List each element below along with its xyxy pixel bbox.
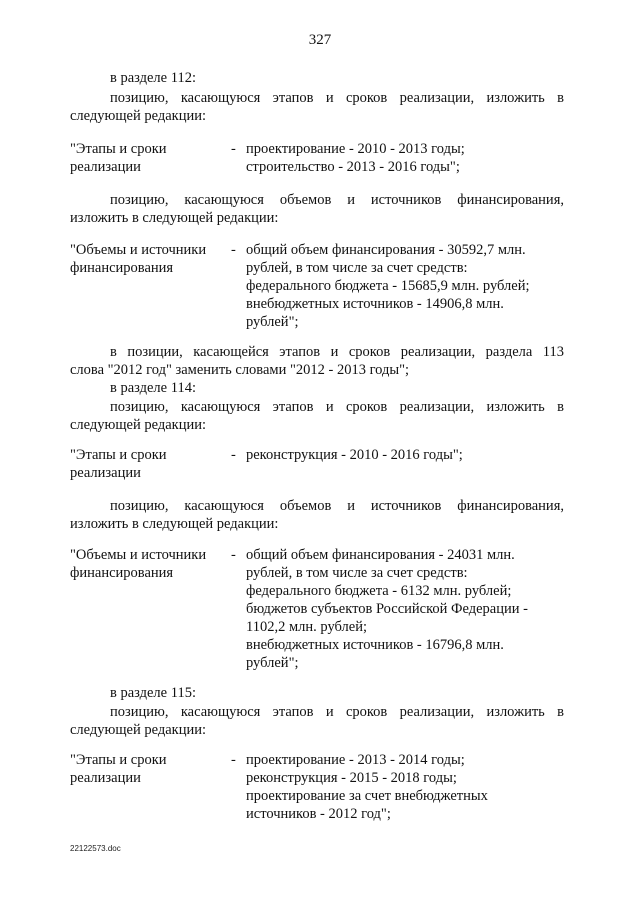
table-dash: - [231,242,236,258]
paragraph-line: позицию, касающуюся объемов и источников финансирования, [110,192,564,208]
table-value: федерального бюджета - 15685,9 млн. рублей; [246,278,530,294]
table-value: проектирование - 2010 - 2013 годы; [246,141,465,157]
table-dash: - [231,547,236,563]
paragraph-line: изложить в следующей редакции: [70,210,279,226]
table-label: "Этапы и сроки [70,752,167,768]
table-value: бюджетов субъектов Российской Федерации - [246,601,528,617]
paragraph-line: изложить в следующей редакции: [70,516,279,532]
table-value: проектирование за счет внебюджетных [246,788,488,804]
table-value: рублей"; [246,314,299,330]
paragraph-line: позицию, касающуюся этапов и сроков реализации, изложить в [110,399,564,415]
table-value: проектирование - 2013 - 2014 годы; [246,752,465,768]
table-dash: - [231,752,236,768]
table-label: "Объемы и источники [70,242,207,258]
page-number: 327 [308,32,332,48]
section-heading-112: в разделе 112: [110,70,196,86]
paragraph-line: позицию, касающуюся этапов и сроков реализации, изложить в [110,704,564,720]
table-label: "Объемы и источники [70,547,207,563]
paragraph-line: в позиции, касающейся этапов и сроков реализации, раздела 113 [110,344,564,360]
section-heading-114: в разделе 114: [110,380,196,396]
paragraph-line: следующей редакции: [70,722,207,738]
paragraph-line: следующей редакции: [70,417,207,433]
paragraph-line: слова "2012 год" заменить словами "2012 - 2013 годы"; [70,362,410,378]
table-value: реконструкция - 2015 - 2018 годы; [246,770,457,786]
table-label: реализации [70,159,141,175]
table-value: строительство - 2013 - 2016 годы"; [246,159,460,175]
table-dash: - [231,141,236,157]
table-value: реконструкция - 2010 - 2016 годы"; [246,447,463,463]
table-label: "Этапы и сроки [70,447,167,463]
paragraph-line: позицию, касающуюся объемов и источников финансирования, [110,498,564,514]
table-label: финансирования [70,260,174,276]
table-label: финансирования [70,565,174,581]
table-dash: - [231,447,236,463]
paragraph-line: позицию, касающуюся этапов и сроков реализации, изложить в [110,90,564,106]
table-value: источников - 2012 год"; [246,806,391,822]
table-value: рублей, в том числе за счет средств: [246,260,468,276]
table-value: рублей"; [246,655,299,671]
paragraph-line: следующей редакции: [70,108,207,124]
table-value: рублей, в том числе за счет средств: [246,565,468,581]
document-footer: 22122573.doc [70,844,121,853]
table-label: "Этапы и сроки [70,141,167,157]
table-value: внебюджетных источников - 14906,8 млн. [246,296,504,312]
table-value: 1102,2 млн. рублей; [246,619,367,635]
table-value: общий объем финансирования - 30592,7 млн. [246,242,526,258]
table-label: реализации [70,465,141,481]
section-heading-115: в разделе 115: [110,685,196,701]
table-value: федерального бюджета - 6132 млн. рублей; [246,583,512,599]
table-label: реализации [70,770,141,786]
table-value: общий объем финансирования - 24031 млн. [246,547,515,563]
table-value: внебюджетных источников - 16796,8 млн. [246,637,504,653]
